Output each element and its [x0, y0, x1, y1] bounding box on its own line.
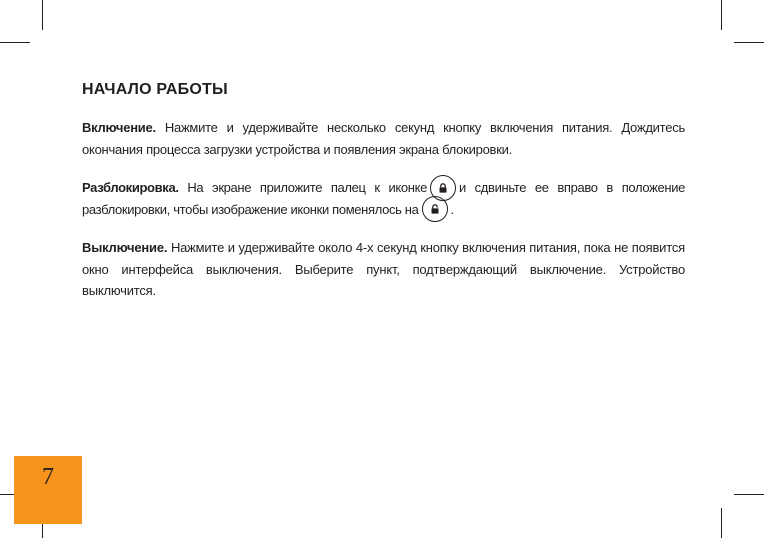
- power-on-text: Нажмите и удерживайте несколько секунд кнопку включения питания. Дождитесь окончания процесса загрузки устройства и появления экрана блокировки.: [82, 120, 685, 157]
- crop-mark: [0, 42, 30, 43]
- power-off-label: Выключение.: [82, 240, 168, 255]
- power-on-paragraph: [82, 117, 685, 160]
- section-title: НАЧАЛО РАБОТЫ: [82, 81, 228, 98]
- crop-mark: [734, 494, 764, 495]
- padlock-open-icon: [422, 196, 448, 222]
- crop-mark: [721, 508, 722, 538]
- power-off-text: Нажмите и удерживайте около 4-х секунд кнопку включения питания, пока не появится окно интерфейса выключения. Выберите пункт, подтверждающий выключение. Устройство выключится.: [82, 240, 685, 298]
- crop-mark: [734, 42, 764, 43]
- crop-mark: [721, 0, 722, 30]
- unlock-paragraph: [82, 177, 685, 220]
- crop-mark: [42, 0, 43, 30]
- page-number-box: [14, 456, 82, 524]
- power-off-paragraph: [82, 237, 685, 302]
- unlock-text-1: На экране приложите палец к иконке: [187, 180, 427, 195]
- unlock-text-end: .: [450, 201, 454, 217]
- unlock-text-2: и сдвиньте ее вправо в положение разблокировки, чтобы изображение иконки поменялось на: [82, 180, 685, 217]
- power-on-label: Включение.: [82, 120, 156, 135]
- unlock-label: Разблокировка.: [82, 180, 179, 195]
- page-number: 7: [42, 464, 54, 490]
